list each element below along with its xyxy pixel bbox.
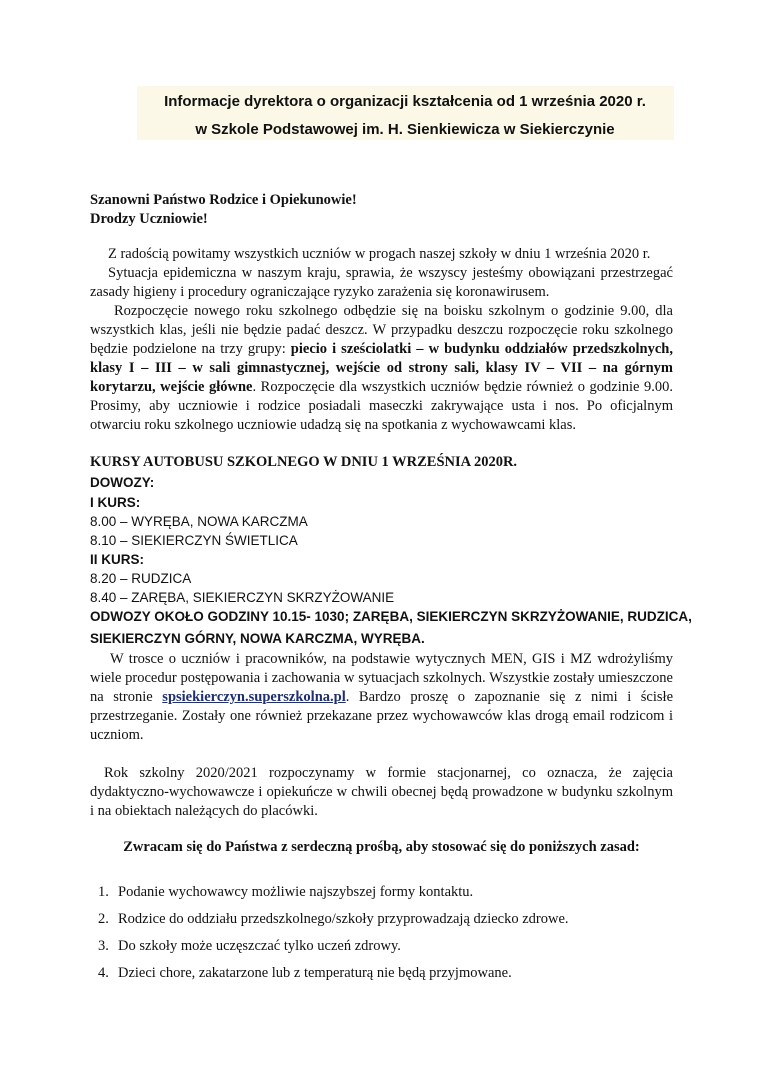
intro-paragraph-3-text-a: Rozpoczęcie nowego roku szkolnego odbędzie się na boisku szkolnym o godzinie 9.00, dla wszystkich klas, jeśli nie będzie padać deszcz. W przypadku deszczu rozpoczęcie roku szkolnego będzie podzielone na trzy grupy: bbox=[90, 303, 673, 357]
kurs-2-stop-2: 8.40 – ZARĘBA, SIEKIERCZYN SKRZYŻOWANIE bbox=[90, 590, 395, 605]
list-item-text: Rodzice do oddziału przedszkolnego/szkoły przyprowadzają dziecko zdrowe. bbox=[118, 911, 569, 927]
page-title-line-2: w Szkole Podstawowej im. H. Sienkiewicza w Siekierczynie bbox=[195, 121, 615, 138]
intro-paragraph-1: Z radością powitamy wszystkich uczniów w progach naszej szkoły w dniu 1 września 2020 r. bbox=[108, 246, 651, 262]
list-item-number: 1. bbox=[98, 884, 109, 900]
kurs-2-heading: II KURS: bbox=[90, 552, 144, 567]
list-item bbox=[98, 910, 569, 929]
page-title-line-1: Informacje dyrektora o organizacji kształcenia od 1 września 2020 r. bbox=[164, 93, 646, 110]
list-item-text: Dzieci chore, zakatarzone lub z temperaturą nie będą przyjmowane. bbox=[118, 965, 512, 981]
kurs-2-stop-1: 8.20 – RUDZICA bbox=[90, 571, 192, 586]
intro-paragraph-2: Sytuacja epidemiczna w naszym kraju, sprawia, że wszyscy jesteśmy obowiązani przestrzegać zasady higieny i procedury ograniczające ryzyko zarażenia się koronawirusem. bbox=[90, 265, 673, 300]
intro-paragraph-3-text-b: . Rozpoczęcie dla wszystkich uczniów będzie również o godzinie 9.00. Prosimy, aby uczniowie i rodzice posiadali maseczki zakrywające usta i nos. Po oficjalnym otwarciu roku szkolnego uczniowie udadzą się na spotkania z wychowawcami klas. bbox=[90, 379, 673, 433]
dowozy-heading: DOWOZY: bbox=[90, 475, 155, 490]
list-item bbox=[98, 883, 473, 902]
odwozy-line-1: ODWOZY OKOŁO GODZINY 10.15- 1030; ZARĘBA, SIEKIERCZYN SKRZYŻOWANIE, RUDZICA, bbox=[90, 609, 692, 624]
list-item bbox=[98, 937, 401, 956]
kurs-1-stop-2: 8.10 – SIEKIERCZYN ŚWIETLICA bbox=[90, 533, 298, 548]
odwozy-line-2: SIEKIERCZYN GÓRNY, NOWA KARCZMA, WYRĘBA. bbox=[90, 631, 425, 646]
school-year-paragraph: Rok szkolny 2020/2021 rozpoczynamy w formie stacjonarnej, co oznacza, że zajęcia dydaktyczno-wychowawcze i opiekuńcze w chwili obecnej będą prowadzone w budynku szkolnym i na obiektach należących do placówki. bbox=[90, 765, 673, 819]
list-item-text: Do szkoły może uczęszczać tylko uczeń zdrowy. bbox=[118, 938, 401, 954]
kurs-1-heading: I KURS: bbox=[90, 495, 141, 510]
rain-groups-bold: piecio i sześciolatki – w budynku oddziałów przedszkolnych, klasy I – III – w sali gimnastycznej, wejście od strony sali, klasy IV – VII – na górnym korytarzu, wejście główne bbox=[90, 341, 673, 395]
greeting-students: Drodzy Uczniowie! bbox=[90, 211, 208, 227]
school-website-link[interactable]: spsiekierczyn.superszkolna.pl bbox=[162, 689, 346, 705]
greeting-parents: Szanowni Państwo Rodzice i Opiekunowie! bbox=[90, 192, 357, 208]
kurs-1-stop-1: 8.00 – WYRĘBA, NOWA KARCZMA bbox=[90, 514, 308, 529]
intro-paragraph-3 bbox=[90, 302, 673, 435]
procedures-text-b: . Bardzo proszę o zapoznanie się z nimi i ścisłe przestrzeganie. Zostały one również przekazane przez wychowawców klas drogą email rodzicom i uczniom. bbox=[90, 689, 674, 743]
request-heading: Zwracam się do Państwa z serdeczną prośbą, aby stosować się do poniższych zasad: bbox=[123, 839, 640, 855]
list-item-number: 2. bbox=[98, 911, 109, 927]
bus-heading: KURSY AUTOBUSU SZKOLNEGO W DNIU 1 WRZEŚNIA 2020R. bbox=[90, 454, 518, 470]
list-item-number: 4. bbox=[98, 965, 109, 981]
procedures-text-a: W trosce o uczniów i pracowników, na podstawie wytycznych MEN, GIS i MZ wdrożyliśmy wiele procedur postępowania i zachowania w sytuacjach szkolnych. Wszystkie zostały umieszczone na stronie bbox=[90, 651, 673, 705]
procedures-paragraph bbox=[90, 650, 673, 745]
list-item-text: Podanie wychowawcy możliwie najszybszej formy kontaktu. bbox=[118, 884, 474, 900]
list-item bbox=[98, 964, 512, 983]
list-item-number: 3. bbox=[98, 938, 109, 954]
